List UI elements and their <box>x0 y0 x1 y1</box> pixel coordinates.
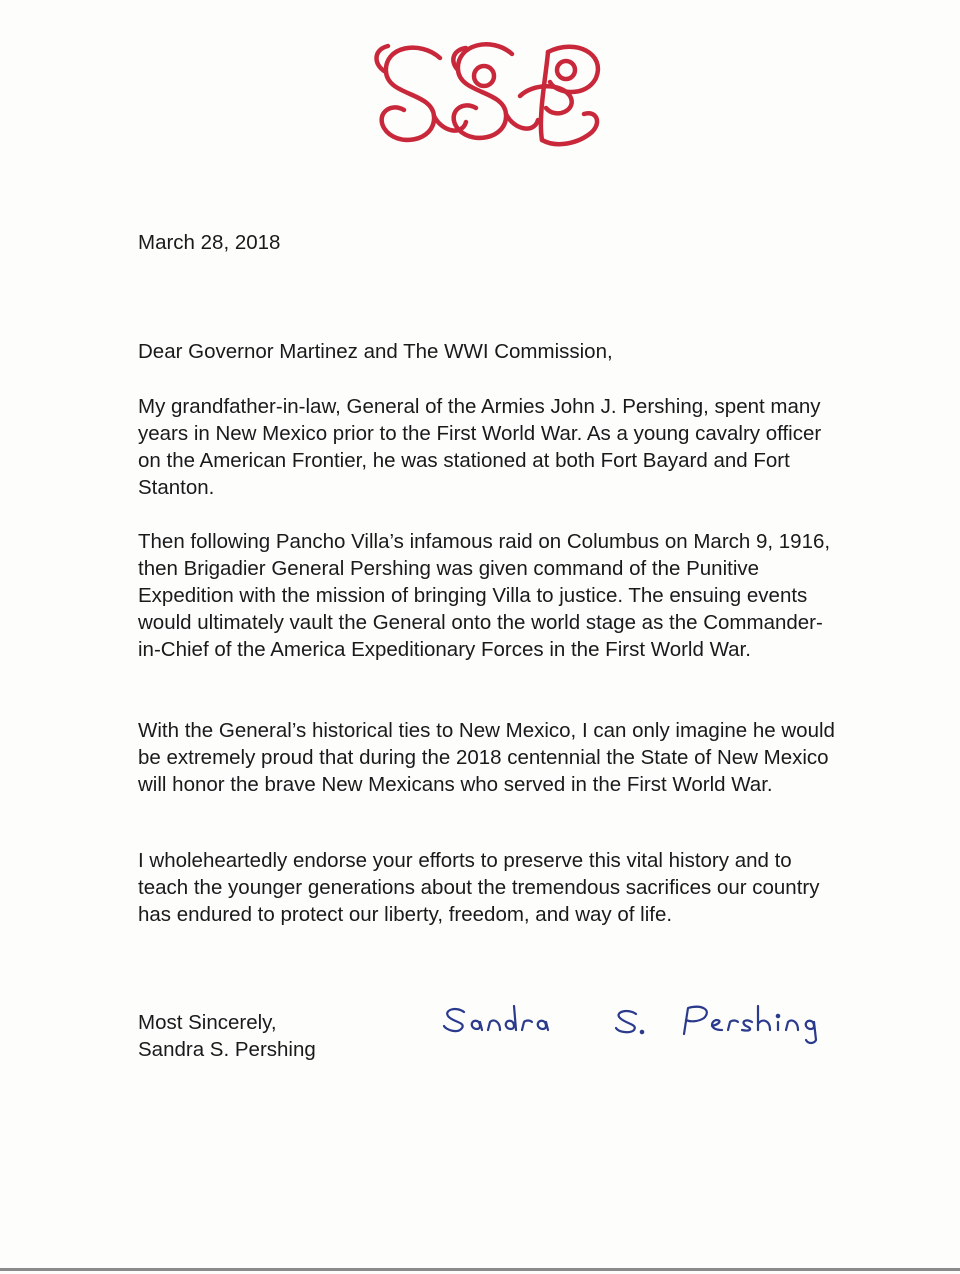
closing-block <box>138 1009 316 1063</box>
body-paragraph-2: Then following Pancho Villa’s infamous raid on Columbus on March 9, 1916, then Brigadier General Pershing was given command of the Punitive Expedition with the mission of bringing Villa to justice. The ensuing events would ultimately vault the General onto the world stage as the Commander-in-Chief of the America Expeditionary Forces in the First World War. <box>138 530 831 661</box>
body-paragraph-3: With the General’s historical ties to New Mexico, I can only imagine he would be extremely proud that during the 2018 centennial the State of New Mexico will honor the brave New Mexicans who served in the First World War. <box>138 719 835 796</box>
handwritten-signature <box>440 996 840 1046</box>
monogram-logo <box>370 36 610 154</box>
salutation: Dear Governor Martinez and The WWI Commission, <box>138 340 613 363</box>
page-bottom-edge <box>0 1268 960 1271</box>
body-paragraph-1: My grandfather-in-law, General of the Armies John J. Pershing, spent many years in New Mexico prior to the First World War. As a young cavalry officer on the American Frontier, he was stationed at both Fort Bayard and Fort Stanton. <box>138 395 822 499</box>
body-paragraph-4: I wholeheartedly endorse your efforts to preserve this vital history and to teach the younger generations about the tremendous sacrifices our country has endured to protect our liberty, freedom, and way of life. <box>138 849 820 926</box>
closing-phrase: Most Sincerely, <box>138 1011 277 1034</box>
letter-date: March 28, 2018 <box>138 231 281 254</box>
signer-name: Sandra S. Pershing <box>138 1038 316 1061</box>
